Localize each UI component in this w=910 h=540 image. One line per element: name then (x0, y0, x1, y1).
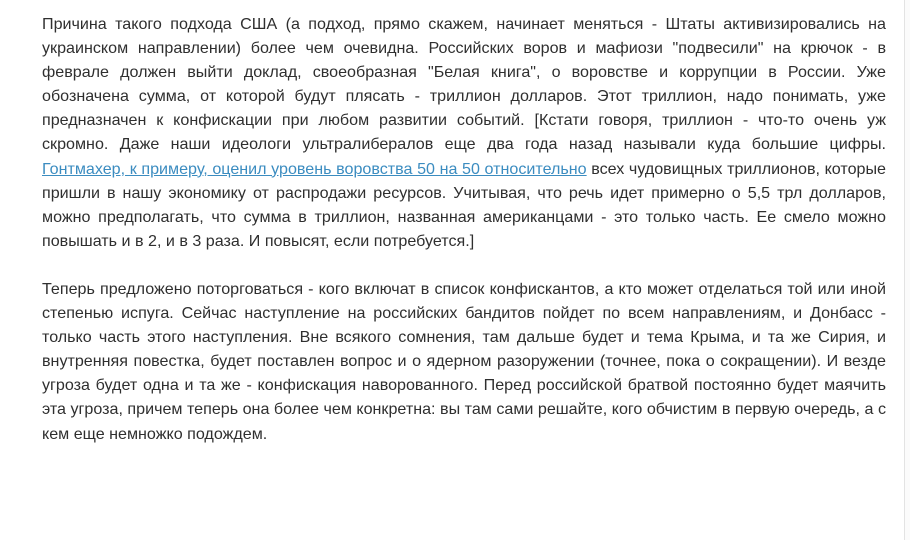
inline-link-gontmakher[interactable]: Гонтмахер, к примеру, оценил уровень воровства 50 на 50 относительно (42, 159, 587, 178)
paragraph-1-text-start: Причина такого подхода США (а подход, прямо скажем, начинает меняться - Штаты активизировались на украинском направлении) более чем очевидна. Российских воров и мафиози "подвесили" на крючок - в феврале должен выйти доклад, своеобразная "Белая книга", о воровстве и коррупции в России. Уже обозначена сумма, от которой будут плясать - триллион долларов. Этот триллион, надо понимать, уже предназначен к конфискации при любом развитии событий. [Кстати говоря, триллион - что-то очень уж скромно. Даже наши идеологи ультралибералов еще два года назад называли куда большие цифры. (42, 15, 886, 154)
paragraph-1-text-end: всех чудовищных триллионов, которые пришли в нашу экономику от распродажи ресурсов. Учитывая, что речь идет примерно о 5,5 трл долларов, можно предполагать, что сумма в триллион, названная американцами - это только часть. Ее смело можно повышать и в 2, и в 3 раза. И повысят, если потребуется.] (42, 159, 887, 250)
paragraph-1 (42, 12, 886, 253)
paragraph-2: Теперь предложено поторговаться - кого включат в список конфискантов, а кто может отделаться той или иной степенью испуга. Сейчас наступление на российских бандитов пойдет по всем направлениям, и Донбасс - только часть этого наступления. Вне всякого сомнения, там дальше будет и тема Крыма, и та же Сирия, и внутренняя повестка, будет поставлен вопрос и о ядерном разоружении (точнее, пока о сокращении). И везде угроза будет одна и та же - конфискация наворованного. Перед российской братвой постоянно будет маячить эта угроза, причем теперь она более чем конкретна: вы там сами решайте, кого обчистим в первую очередь, а с кем еще немножко подождем. (42, 279, 886, 443)
